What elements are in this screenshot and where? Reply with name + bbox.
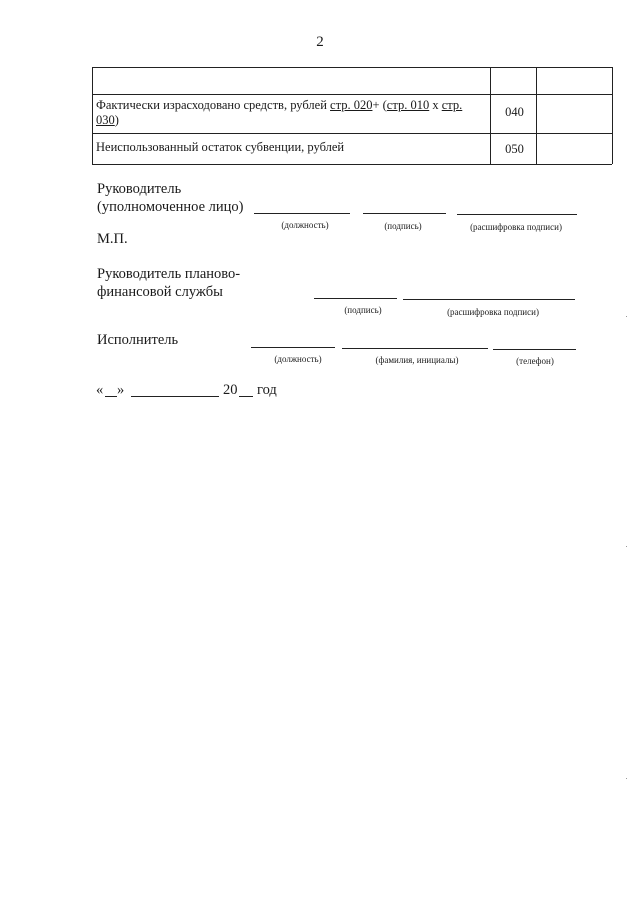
date-open-quote: « bbox=[96, 382, 104, 398]
finance-signature-caption: (подпись) bbox=[344, 305, 382, 315]
scan-speck bbox=[626, 546, 627, 547]
head-decoding-line bbox=[457, 214, 577, 215]
table-border-bottom bbox=[92, 164, 612, 165]
executor-name-line bbox=[342, 348, 488, 349]
row-reference: стр. 010 bbox=[386, 98, 430, 112]
executor-position-caption: (должность) bbox=[274, 354, 322, 364]
finance-decoding-line bbox=[403, 299, 575, 300]
head-signature-caption: (подпись) bbox=[384, 221, 422, 231]
head-signature-line bbox=[363, 213, 446, 214]
table-border-row2 bbox=[92, 133, 612, 134]
report-table bbox=[92, 67, 612, 167]
row-reference: стр. bbox=[441, 98, 463, 112]
finance-decoding-caption: (расшифровка подписи) bbox=[447, 307, 539, 317]
row-text: ) bbox=[114, 113, 119, 127]
date-year-line bbox=[239, 396, 253, 397]
date-year-prefix: 20 bbox=[223, 382, 238, 398]
executor-phone-caption: (телефон) bbox=[516, 356, 554, 366]
scan-speck bbox=[626, 778, 627, 779]
finance-title-sub: финансовой службы bbox=[97, 284, 223, 300]
date-day-line bbox=[105, 396, 117, 397]
date-close-quote: » bbox=[117, 382, 125, 398]
table-row-label bbox=[96, 98, 482, 128]
table-border-row1 bbox=[92, 94, 612, 95]
row-text: х bbox=[429, 98, 442, 112]
row-text: Фактически израсходовано средств, рублей bbox=[96, 98, 331, 112]
row-text: Неиспользованный остаток субвенции, рублей bbox=[96, 140, 345, 154]
table-border-right bbox=[612, 67, 613, 164]
executor-phone-line bbox=[493, 349, 576, 350]
finance-title: Руководитель планово- bbox=[97, 266, 241, 282]
row-reference: 030 bbox=[96, 113, 115, 127]
head-position-line bbox=[254, 213, 350, 214]
table-row-label bbox=[96, 140, 482, 155]
finance-signature-line bbox=[314, 298, 397, 299]
stamp-place: М.П. bbox=[97, 231, 128, 247]
head-decoding-caption: (расшифровка подписи) bbox=[470, 222, 562, 232]
row-text: + ( bbox=[372, 98, 387, 112]
head-title: Руководитель bbox=[97, 181, 182, 197]
table-border-left bbox=[92, 67, 93, 164]
table-row-code: 050 bbox=[505, 142, 524, 156]
table-row-code: 040 bbox=[505, 105, 524, 119]
date-year-word: год bbox=[257, 382, 277, 398]
page-number: 2 bbox=[316, 34, 324, 50]
date-month-line bbox=[131, 396, 219, 397]
executor-label: Исполнитель bbox=[97, 332, 179, 348]
row-reference: стр. 020 bbox=[330, 98, 373, 112]
head-position-caption: (должность) bbox=[281, 220, 329, 230]
table-divider-1 bbox=[490, 67, 491, 164]
head-title-sub: (уполномоченное лицо) bbox=[97, 199, 244, 215]
table-border-top bbox=[92, 67, 612, 68]
scan-speck bbox=[626, 316, 627, 317]
executor-name-caption: (фамилия, инициалы) bbox=[375, 355, 459, 365]
executor-position-line bbox=[251, 347, 335, 348]
